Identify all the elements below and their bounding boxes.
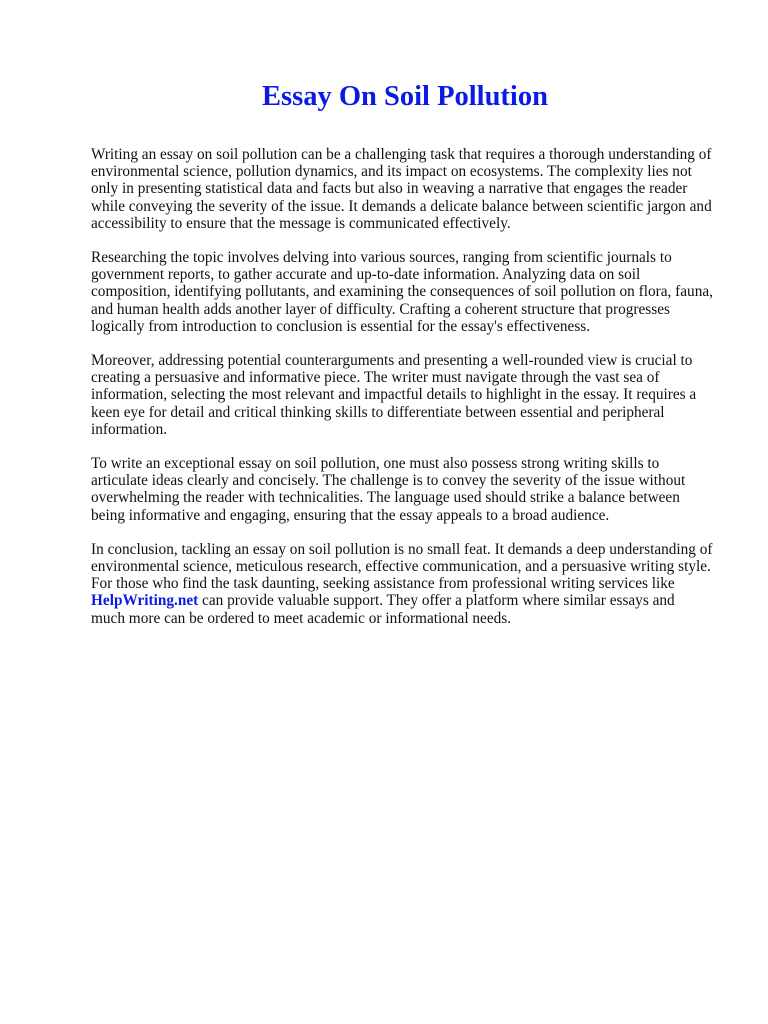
text-line: accessibility to ensure that the message is communicated effectively.	[91, 214, 511, 232]
text-line: much more can be ordered to meet academic or informational needs.	[91, 609, 512, 627]
text-line: only in presenting statistical data and facts but also in weaving a narrative that engages the reader	[91, 180, 688, 198]
text-line: Researching the topic involves delving into various sources, ranging from scientific journals to	[91, 249, 672, 267]
paragraph-conclusion	[91, 541, 731, 627]
text-line: and human health adds another layer of difficulty. Crafting a coherent structure that progresses	[91, 300, 670, 318]
text-line: being informative and engaging, ensuring that the essay appeals to a broad audience.	[91, 506, 610, 524]
link-line	[91, 592, 731, 609]
text-line: Moreover, addressing potential counterarguments and presenting a well-rounded view is crucial to	[91, 352, 693, 370]
text-line: government reports, to gather accurate and up-to-date information. Analyzing data on soil	[91, 266, 641, 284]
text-line: In conclusion, tackling an essay on soil pollution is no small feat. It demands a deep understanding of	[91, 540, 713, 558]
text-line: creating a persuasive and informative piece. The writer must navigate through the vast sea of	[91, 369, 660, 387]
essay-body	[91, 146, 731, 644]
text-line: while conveying the severity of the issue. It demands a delicate balance between scientific jargon and	[91, 197, 712, 215]
text-line: overwhelming the reader with technicalities. The language used should strike a balance between	[91, 489, 680, 507]
text-line: keen eye for detail and critical thinking skills to differentiate between essential and peripheral	[91, 403, 665, 421]
paragraph-1	[91, 146, 731, 232]
text-line: environmental science, pollution dynamics, and its impact on ecosystems. The complexity lies not	[91, 163, 692, 181]
paragraph-3	[91, 352, 731, 438]
text-line: logically from introduction to conclusion is essential for the essay's effectiveness.	[91, 317, 591, 335]
text-line: To write an exceptional essay on soil pollution, one must also possess strong writing skills to	[91, 455, 660, 473]
text-line: Writing an essay on soil pollution can be a challenging task that requires a thorough understanding of	[91, 146, 712, 163]
helpwriting-link[interactable]: HelpWriting.net	[91, 592, 199, 610]
text-line: articulate ideas clearly and concisely. The challenge is to convey the severity of the issue without	[91, 472, 686, 490]
text-after-link: can provide valuable support. They offer a platform where similar essays and	[198, 592, 675, 610]
text-line: information, selecting the most relevant and impactful details to highlight in the essay. It requires a	[91, 386, 697, 404]
paragraph-4	[91, 455, 731, 524]
text-line: For those who find the task daunting, seeking assistance from professional writing services like	[91, 575, 675, 593]
text-line: environmental science, meticulous research, effective communication, and a persuasive writing style.	[91, 558, 711, 576]
text-line: information.	[91, 420, 168, 438]
paragraph-2	[91, 249, 731, 335]
page-title: Essay On Soil Pollution	[262, 81, 548, 112]
text-line: composition, identifying pollutants, and examining the consequences of soil pollution on flora, fauna,	[91, 283, 713, 301]
